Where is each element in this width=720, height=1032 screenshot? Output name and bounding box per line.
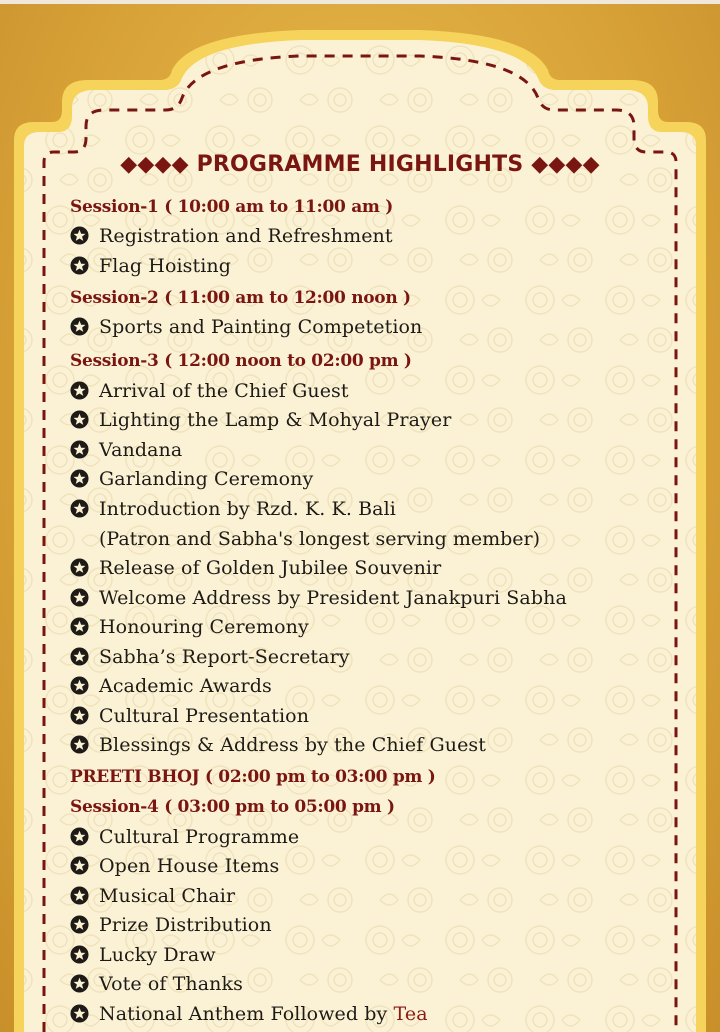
list-item: Academic Awards <box>70 675 272 697</box>
list-item: Prize Distribution <box>70 914 272 936</box>
star-in-circle-icon <box>70 256 89 275</box>
star-in-circle-icon <box>70 410 89 429</box>
list-item: Cultural Presentation <box>70 705 309 727</box>
star-in-circle-icon <box>70 558 89 577</box>
star-in-circle-icon <box>70 381 89 400</box>
star-in-circle-icon <box>70 886 89 905</box>
session-4-heading: Session-4 ( 03:00 pm to 05:00 pm ) <box>70 797 395 817</box>
list-item: Lucky Draw <box>70 944 216 966</box>
session-3-heading: Session-3 ( 12:00 noon to 02:00 pm ) <box>70 351 412 371</box>
list-item: Open House Items <box>70 855 279 877</box>
list-item: National Anthem Followed by Tea <box>70 1003 428 1025</box>
star-in-circle-icon <box>70 735 89 754</box>
list-item: Blessings & Address by the Chief Guest <box>70 734 486 756</box>
list-item: Release of Golden Jubilee Souvenir <box>70 557 441 579</box>
session-2-heading: Session-2 ( 11:00 am to 12:00 noon ) <box>70 288 411 308</box>
star-in-circle-icon <box>70 226 89 245</box>
star-in-circle-icon <box>70 617 89 636</box>
star-in-circle-icon <box>70 317 89 336</box>
session-1-heading: Session-1 ( 10:00 am to 11:00 am ) <box>70 197 393 217</box>
list-item-continuation: (Patron and Sabha's longest serving member) <box>99 528 541 550</box>
list-item: Musical Chair <box>70 885 235 907</box>
star-in-circle-icon <box>70 1004 89 1023</box>
list-item: Registration and Refreshment <box>70 225 393 247</box>
list-item: Vote of Thanks <box>70 973 243 995</box>
star-in-circle-icon <box>70 827 89 846</box>
list-item: Flag Hoisting <box>70 255 231 277</box>
star-in-circle-icon <box>70 499 89 518</box>
list-item: Vandana <box>70 439 182 461</box>
star-in-circle-icon <box>70 440 89 459</box>
star-in-circle-icon <box>70 915 89 934</box>
list-item: Honouring Ceremony <box>70 616 309 638</box>
star-in-circle-icon <box>70 469 89 488</box>
star-in-circle-icon <box>70 974 89 993</box>
star-in-circle-icon <box>70 856 89 875</box>
star-in-circle-icon <box>70 676 89 695</box>
tea-highlight: Tea <box>393 1003 428 1025</box>
list-item: Cultural Programme <box>70 826 299 848</box>
list-item: Welcome Address by President Janakpuri Sabha <box>70 587 567 609</box>
list-item: Lighting the Lamp & Mohyal Prayer <box>70 409 451 431</box>
star-in-circle-icon <box>70 647 89 666</box>
star-in-circle-icon <box>70 945 89 964</box>
star-in-circle-icon <box>70 588 89 607</box>
list-item: Arrival of the Chief Guest <box>70 380 349 402</box>
list-item: Introduction by Rzd. K. K. Bali <box>70 498 396 520</box>
list-item: Garlanding Ceremony <box>70 468 313 490</box>
star-in-circle-icon <box>70 706 89 725</box>
preeti-bhoj-heading: PREETI BHOJ ( 02:00 pm to 03:00 pm ) <box>70 767 436 787</box>
page-title: ◆◆◆◆ PROGRAMME HIGHLIGHTS ◆◆◆◆ <box>120 152 600 177</box>
list-item: Sports and Painting Competetion <box>70 316 422 338</box>
list-item: Sabha’s Report-Secretary <box>70 646 350 668</box>
